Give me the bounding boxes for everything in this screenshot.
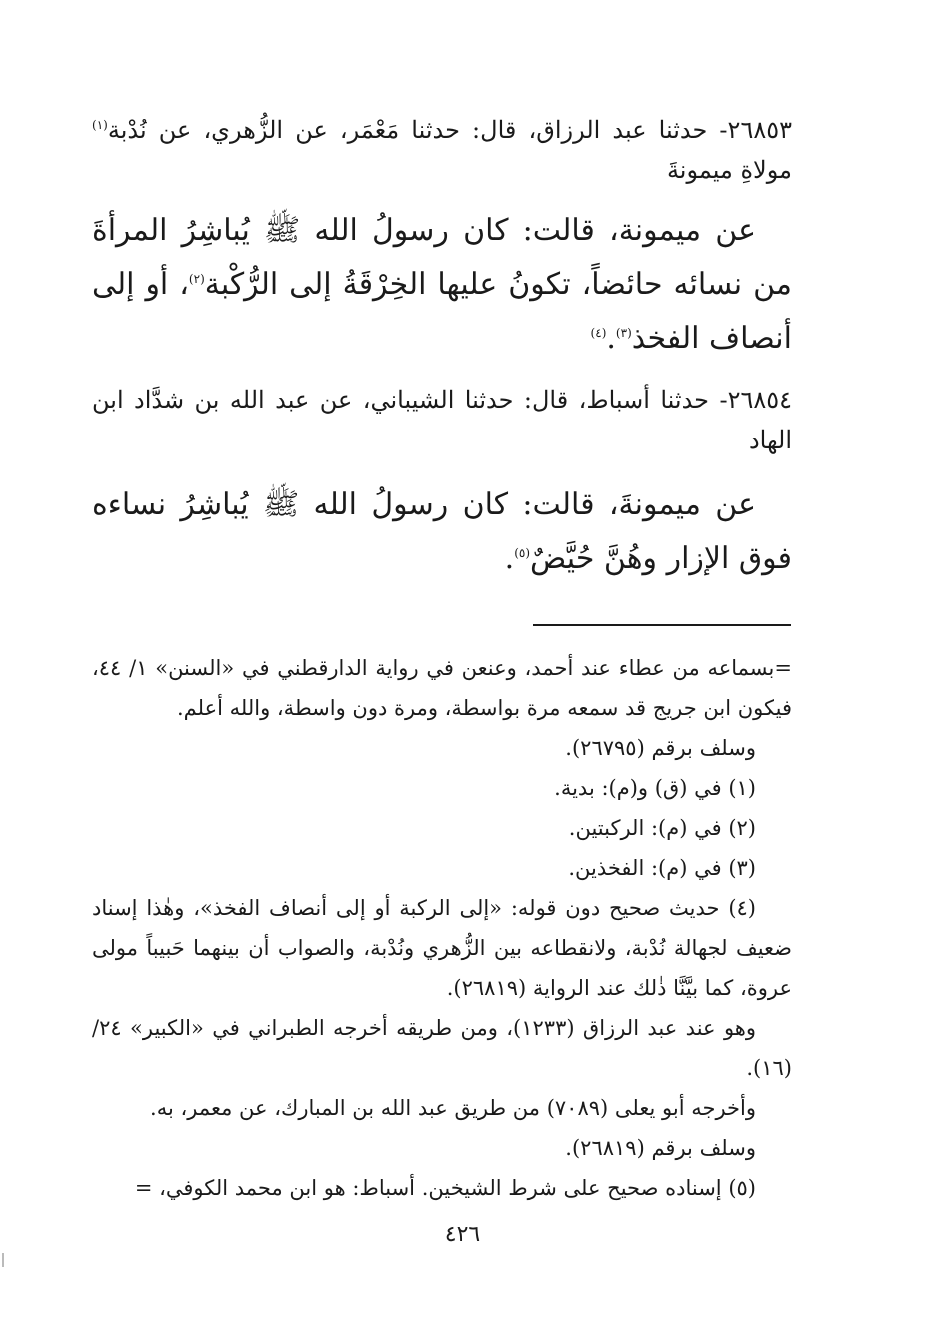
footnote-1: (١) في (ق) و(م): بدية. xyxy=(554,776,756,800)
matn-text: عن ميمونةَ، قالت: كان رسولُ الله ﷺ يُباشِرُ نساءه فوق الإزار وهُنَّ حُيَّضٌ xyxy=(92,487,792,576)
isnad-tail: مولاةِ ميمونةَ xyxy=(666,156,792,184)
footnote-4: (٤) حديث صحيح دون قوله: «إلى الركبة أو إلى أنصاف الفخذ»، وهٰذا إسناد ضعيف لجهالة نُدْبة، ولانقطاعه بين الزُّهري ونُدْبة، والصواب أن بينهما حَبيباً مولى عروة، كما بيَّنَّا ذٰلك عند الرواية (٢٦٨١٩). xyxy=(92,896,792,1000)
footnote-4-cross-ref: وسلف برقم (٢٦٨١٩). xyxy=(565,1136,756,1160)
matn-text: عن ميمونة، قالت: كان رسولُ الله ﷺ يُباشِرُ المرأةَ من نسائه حائضاً، تكونُ عليها الخِرْقَةُ إلى الرُّكْبة xyxy=(92,213,793,302)
hadith-26853-matn xyxy=(92,204,792,366)
matn-period: . xyxy=(606,321,616,356)
scan-edge-mark xyxy=(2,1253,4,1267)
footnote-separator xyxy=(533,624,791,626)
footnote-4-source: وهو عند عبد الرزاق (١٢٣٣)، ومن طريقه أخرجه الطبراني في «الكبير» ٢٤/ (١٦). xyxy=(92,1016,792,1080)
footnote-ref-4: (٤) xyxy=(590,326,607,340)
footnote-ref-2: (٢) xyxy=(188,272,205,286)
footnote-ref-1: (١) xyxy=(92,118,108,132)
footnotes xyxy=(92,648,792,1208)
footnote-continuation: =بسماعه من عطاء عند أحمد، وعنعن في رواية الدارقطني في «السنن» ١/ ٤٤، فيكون ابن جريج قد سمعه مرة بواسطة، ومرة دون واسطة، والله أعلم. xyxy=(92,656,792,720)
isnad-text: ٢٦٨٥٤- حدثنا أسباط، قال: حدثنا الشيباني، عن عبد الله بن شدَّاد ابن الهاد xyxy=(92,386,793,454)
matn-period: . xyxy=(504,541,515,576)
page-number: ٤٢٦ xyxy=(444,1222,481,1247)
isnad-text: ٢٦٨٥٣- حدثنا عبد الرزاق، قال: حدثنا مَعْمَر، عن الزُّهري، عن نُدْبة xyxy=(107,116,792,144)
footnote-ref-3: (٣) xyxy=(615,326,632,340)
footnote-4-source-2: وأخرجه أبو يعلى (٧٠٨٩) من طريق عبد الله بن المبارك، عن معمر، به. xyxy=(150,1096,756,1120)
hadith-26854-matn xyxy=(92,478,792,586)
matn-text-cont: ، أو إلى أنصاف الفخذ xyxy=(92,267,792,356)
footnote-5: (٥) إسناده صحيح على شرط الشيخين. أسباط: هو ابن محمد الكوفي، = xyxy=(134,1176,756,1200)
hadith-26853-isnad xyxy=(92,110,792,190)
footnote-3: (٣) في (م): الفخذين. xyxy=(568,856,756,880)
footnote-2: (٢) في (م): الركبتين. xyxy=(568,816,756,840)
hadith-26854-isnad xyxy=(92,380,792,460)
footnote-continuation-ref: وسلف برقم (٢٦٧٩٥). xyxy=(565,736,756,760)
footnote-ref-5: (٥) xyxy=(514,546,531,560)
